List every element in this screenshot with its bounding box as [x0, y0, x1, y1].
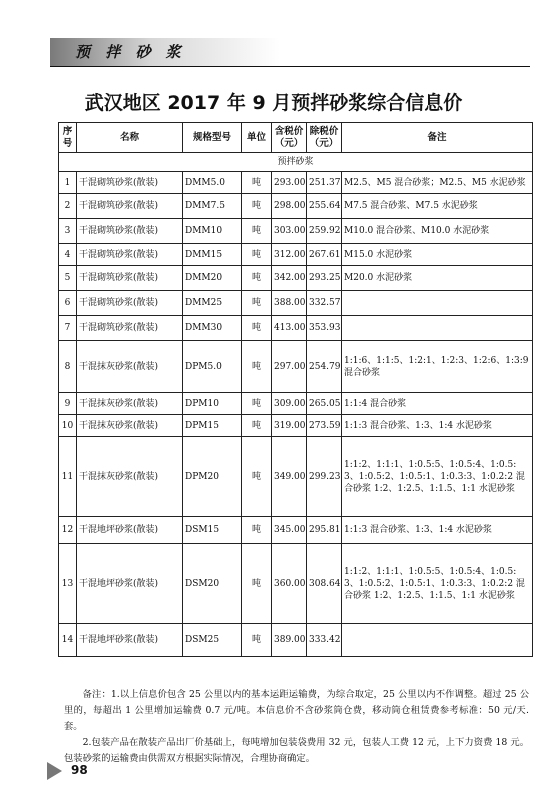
row-no-tax-price: 332.57 — [307, 291, 342, 316]
row-name: 干混砌筑砂浆(散装) — [77, 244, 183, 266]
col-header-name: 名称 — [77, 123, 183, 153]
table-row — [59, 544, 533, 624]
row-number: 10 — [59, 415, 77, 437]
row-tax-price: 309.00 — [272, 393, 307, 415]
row-tax-price: 293.00 — [272, 172, 307, 194]
row-remark — [342, 291, 533, 316]
table-row — [59, 341, 533, 393]
col-header-spec: 规格型号 — [183, 123, 242, 153]
row-remark: 1:1:2、1:1:1、1:0.5:5、1:0.5:4、1:0.5:3、1:0.5:2、1:0.5:1、1:0.3:3、1:0.2:2 混合砂浆 1:2、1:2.5、1:1.5、1:1 水泥砂浆 — [342, 544, 533, 624]
table-row — [59, 172, 533, 194]
row-number: 4 — [59, 244, 77, 266]
row-tax-price: 342.00 — [272, 266, 307, 291]
row-remark: 1:1:3 混合砂浆、1:3、1:4 水泥砂浆 — [342, 517, 533, 544]
row-spec: DSM20 — [183, 544, 242, 624]
row-name: 干混砌筑砂浆(散装) — [77, 266, 183, 291]
row-tax-price: 389.00 — [272, 624, 307, 657]
row-no-tax-price: 293.25 — [307, 266, 342, 291]
col-header-no: 序号 — [59, 123, 77, 153]
row-unit: 吨 — [242, 219, 272, 244]
table-row — [59, 517, 533, 544]
row-tax-price: 303.00 — [272, 219, 307, 244]
row-number: 6 — [59, 291, 77, 316]
row-tax-price: 413.00 — [272, 316, 307, 341]
row-number: 3 — [59, 219, 77, 244]
page-number: 98 — [71, 763, 88, 777]
page-title: 武汉地区 2017 年 9 月预拌砂浆综合信息价 — [84, 92, 463, 114]
section-label: 预拌砂浆 — [59, 153, 533, 172]
notes — [64, 687, 529, 767]
note-1: 备注：1.以上信息价包含 25 公里以内的基本运距运输费，为综合取定，25 公里以内不作调整。超过 25 公里的，每超出 1 公里增加运输费 0.7 元/吨。本信息价不含砂浆筒仓费，移动筒仓租赁费参考标准：50 元/天.套。 — [64, 689, 529, 732]
row-unit: 吨 — [242, 393, 272, 415]
price-table — [58, 122, 533, 657]
row-unit: 吨 — [242, 316, 272, 341]
row-unit: 吨 — [242, 341, 272, 393]
row-remark: 1:1:2、1:1:1、1:0.5:5、1:0.5:4、1:0.5:3、1:0.5:2、1:0.5:1、1:0.3:3、1:0.2:2 混合砂浆 1:2、1:2.5、1:1.5、1:1 水泥砂浆 — [342, 437, 533, 517]
row-no-tax-price: 259.92 — [307, 219, 342, 244]
row-spec: DMM7.5 — [183, 194, 242, 219]
row-no-tax-price: 299.23 — [307, 437, 342, 517]
row-spec: DMM20 — [183, 266, 242, 291]
table-row — [59, 415, 533, 437]
row-tax-price: 345.00 — [272, 517, 307, 544]
row-name: 干混地坪砂浆(散装) — [77, 624, 183, 657]
row-no-tax-price: 273.59 — [307, 415, 342, 437]
table-row — [59, 393, 533, 415]
row-tax-price: 349.00 — [272, 437, 307, 517]
row-unit: 吨 — [242, 266, 272, 291]
table-row — [59, 316, 533, 341]
row-spec: DPM10 — [183, 393, 242, 415]
table-row — [59, 437, 533, 517]
row-remark: 1:1:4 混合砂浆 — [342, 393, 533, 415]
row-unit: 吨 — [242, 517, 272, 544]
col-header-no-tax-price: 除税价（元） — [307, 123, 342, 153]
row-no-tax-price: 265.05 — [307, 393, 342, 415]
row-tax-price: 297.00 — [272, 341, 307, 393]
row-no-tax-price: 254.79 — [307, 341, 342, 393]
table-header-row — [59, 123, 533, 153]
row-unit: 吨 — [242, 291, 272, 316]
row-remark — [342, 316, 533, 341]
row-tax-price: 360.00 — [272, 544, 307, 624]
row-spec: DSM15 — [183, 517, 242, 544]
row-unit: 吨 — [242, 172, 272, 194]
table-row — [59, 291, 533, 316]
row-spec: DMM5.0 — [183, 172, 242, 194]
row-no-tax-price: 295.81 — [307, 517, 342, 544]
row-remark: 1:1:3 混合砂浆、1:3、1:4 水泥砂浆 — [342, 415, 533, 437]
note-2: 2.包装产品在散装产品出厂价基础上，每吨增加包装袋费用 32 元，包装人工费 12 元，上下力资费 18 元。包装砂浆的运输费由供需双方根据实际情况，合理协商确定。 — [64, 737, 529, 764]
row-name: 干混砌筑砂浆(散装) — [77, 194, 183, 219]
row-name: 干混砌筑砂浆(散装) — [77, 316, 183, 341]
row-name: 干混砌筑砂浆(散装) — [77, 291, 183, 316]
row-number: 7 — [59, 316, 77, 341]
row-unit: 吨 — [242, 624, 272, 657]
row-no-tax-price: 333.42 — [307, 624, 342, 657]
row-tax-price: 319.00 — [272, 415, 307, 437]
row-name: 干混抹灰砂浆(散装) — [77, 341, 183, 393]
row-unit: 吨 — [242, 544, 272, 624]
row-spec: DMM25 — [183, 291, 242, 316]
row-remark: M10.0 混合砂浆、M10.0 水泥砂浆 — [342, 219, 533, 244]
table-row — [59, 194, 533, 219]
row-number: 9 — [59, 393, 77, 415]
row-spec: DPM5.0 — [183, 341, 242, 393]
row-spec: DSM25 — [183, 624, 242, 657]
row-name: 干混地坪砂浆(散装) — [77, 544, 183, 624]
row-tax-price: 388.00 — [272, 291, 307, 316]
table-row — [59, 266, 533, 291]
row-remark: M20.0 水泥砂浆 — [342, 266, 533, 291]
row-tax-price: 312.00 — [272, 244, 307, 266]
row-remark — [342, 624, 533, 657]
section-header-label: 预 拌 砂 浆 — [75, 43, 186, 61]
row-number: 1 — [59, 172, 77, 194]
row-no-tax-price: 308.64 — [307, 544, 342, 624]
section-header-bar — [50, 38, 530, 67]
row-number: 12 — [59, 517, 77, 544]
row-name: 干混砌筑砂浆(散装) — [77, 172, 183, 194]
section-row — [59, 153, 533, 172]
row-remark: M2.5、M5 混合砂浆；M2.5、M5 水泥砂浆 — [342, 172, 533, 194]
row-unit: 吨 — [242, 415, 272, 437]
row-name: 干混地坪砂浆(散装) — [77, 517, 183, 544]
row-number: 11 — [59, 437, 77, 517]
col-header-tax-price: 含税价（元） — [272, 123, 307, 153]
row-remark: M7.5 混合砂浆、M7.5 水泥砂浆 — [342, 194, 533, 219]
col-header-unit: 单位 — [242, 123, 272, 153]
row-spec: DPM20 — [183, 437, 242, 517]
row-number: 13 — [59, 544, 77, 624]
table-row — [59, 244, 533, 266]
table-row — [59, 219, 533, 244]
row-remark: M15.0 水泥砂浆 — [342, 244, 533, 266]
row-no-tax-price: 267.61 — [307, 244, 342, 266]
page-marker-triangle-icon — [47, 762, 62, 780]
row-number: 14 — [59, 624, 77, 657]
row-unit: 吨 — [242, 194, 272, 219]
row-no-tax-price: 251.37 — [307, 172, 342, 194]
row-spec: DMM10 — [183, 219, 242, 244]
row-number: 5 — [59, 266, 77, 291]
table-row — [59, 624, 533, 657]
row-number: 2 — [59, 194, 77, 219]
row-spec: DPM15 — [183, 415, 242, 437]
row-no-tax-price: 353.93 — [307, 316, 342, 341]
row-name: 干混抹灰砂浆(散装) — [77, 437, 183, 517]
row-no-tax-price: 255.64 — [307, 194, 342, 219]
row-tax-price: 298.00 — [272, 194, 307, 219]
row-name: 干混抹灰砂浆(散装) — [77, 415, 183, 437]
col-header-remark: 备注 — [342, 123, 533, 153]
row-name: 干混砌筑砂浆(散装) — [77, 219, 183, 244]
row-unit: 吨 — [242, 244, 272, 266]
row-name: 干混抹灰砂浆(散装) — [77, 393, 183, 415]
row-remark: 1:1:6、1:1:5、1:2:1、1:2:3、1:2:6、1:3:9 混合砂浆 — [342, 341, 533, 393]
row-number: 8 — [59, 341, 77, 393]
row-unit: 吨 — [242, 437, 272, 517]
row-spec: DMM30 — [183, 316, 242, 341]
row-spec: DMM15 — [183, 244, 242, 266]
